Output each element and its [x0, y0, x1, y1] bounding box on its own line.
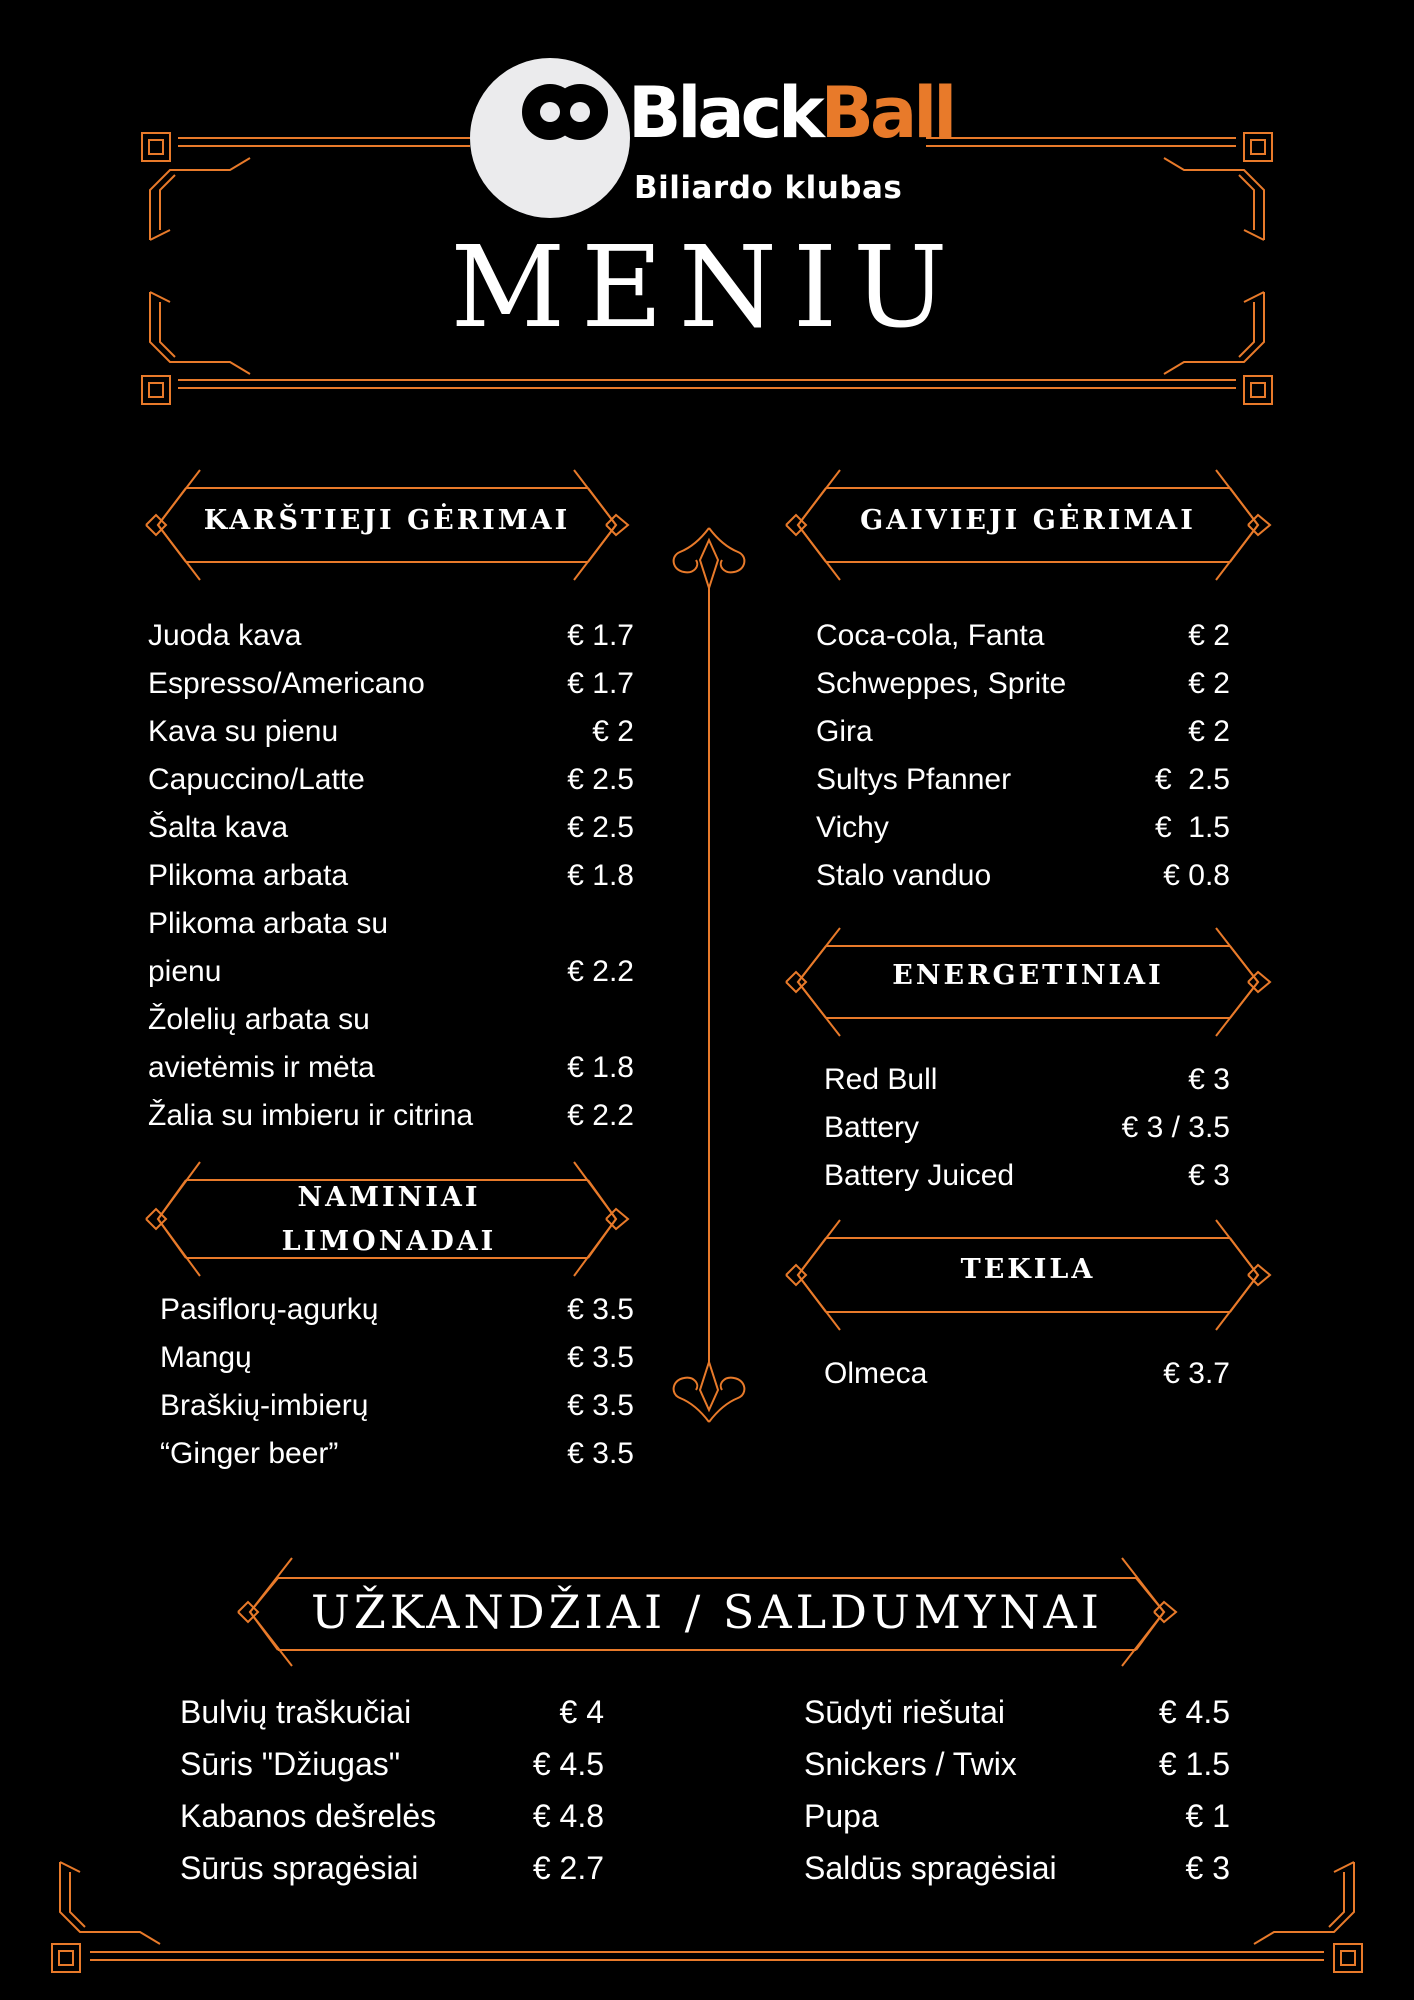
item-name: Sūrūs spragėsiai — [180, 1850, 419, 1886]
list-item — [824, 1350, 1230, 1398]
item-name: Battery Juiced — [824, 1159, 1015, 1192]
item-price: € 2.5 — [1154, 763, 1230, 796]
item-name: Gira — [816, 715, 873, 748]
item-price: € 1.7 — [567, 619, 634, 652]
item-price: € 2.5 — [567, 763, 634, 796]
list-item — [148, 804, 634, 852]
item-name: Braškių-imbierų — [160, 1389, 369, 1422]
list-item — [148, 660, 634, 708]
item-name: Battery — [824, 1111, 920, 1144]
item-name: Sūdyti riešutai — [804, 1694, 1005, 1730]
energy-list — [824, 1056, 1230, 1200]
snacks-left-list — [180, 1686, 604, 1894]
list-item — [180, 1790, 604, 1842]
list-item — [160, 1430, 634, 1478]
snacks-right-list — [804, 1686, 1230, 1894]
brand-subtitle: Biliardo klubas — [634, 170, 903, 206]
list-item — [816, 612, 1230, 660]
item-price: € 2 — [592, 715, 634, 748]
section-title-soft-drinks: GAIVIEJI GĖRIMAI — [860, 505, 1196, 536]
item-name: Kabanos dešrelės — [180, 1798, 437, 1834]
list-item — [148, 1092, 634, 1140]
hot-drinks-list — [148, 612, 634, 1140]
list-item — [160, 1382, 634, 1430]
tequila-list — [824, 1350, 1230, 1398]
item-price: € 4.5 — [532, 1746, 604, 1782]
list-item — [148, 708, 634, 756]
list-item — [148, 900, 634, 996]
list-item — [816, 756, 1230, 804]
list-item — [824, 1152, 1230, 1200]
item-price: € 3 / 3.5 — [1121, 1111, 1230, 1144]
item-name: Olmeca — [824, 1357, 928, 1390]
page-title: MENIU — [450, 223, 964, 353]
item-name: Espresso/Americano — [148, 667, 425, 700]
list-item — [804, 1738, 1230, 1790]
item-price: € 1.8 — [567, 1051, 634, 1084]
item-price: € 2.2 — [567, 1099, 634, 1132]
item-price: € 4.5 — [1158, 1694, 1230, 1730]
item-price: € 3 — [1185, 1850, 1230, 1886]
list-item — [804, 1790, 1230, 1842]
item-price: € 1.5 — [1154, 811, 1230, 844]
list-item — [180, 1686, 604, 1738]
item-price: € 1.7 — [567, 667, 634, 700]
item-price: € 3 — [1188, 1159, 1230, 1192]
item-name: Plikoma arbata — [148, 859, 349, 892]
item-price: € 4 — [559, 1694, 604, 1730]
item-name: Kava su pienu — [148, 715, 339, 748]
list-item — [824, 1104, 1230, 1152]
item-name: Pupa — [804, 1798, 879, 1834]
list-item — [816, 708, 1230, 756]
section-title-snacks: UŽKANDŽIAI / SALDUMYNAI — [311, 1585, 1103, 1639]
item-price: € 2.2 — [567, 955, 634, 988]
item-name: Bulvių traškučiai — [180, 1694, 412, 1730]
list-item — [804, 1686, 1230, 1738]
brand-name-black: Black — [628, 72, 821, 154]
list-item — [148, 612, 634, 660]
item-name: Coca-cola, Fanta — [816, 619, 1045, 652]
item-name: Žalia su imbieru ir citrina — [148, 1099, 474, 1132]
item-name: Plikoma arbata su pienu — [148, 907, 389, 988]
list-item — [160, 1334, 634, 1382]
item-price: € 1.5 — [1158, 1746, 1230, 1782]
item-name: Sūris "Džiugas" — [180, 1746, 401, 1782]
section-title-hot-drinks: KARŠTIEJI GĖRIMAI — [203, 505, 571, 536]
item-price: € 2 — [1188, 667, 1230, 700]
item-price: € 3.7 — [1163, 1357, 1230, 1390]
item-price: € 3.5 — [567, 1437, 634, 1470]
item-name: Sultys Pfanner — [816, 763, 1012, 796]
list-item — [816, 660, 1230, 708]
item-name: Capuccino/Latte — [148, 763, 365, 796]
item-name: Red Bull — [824, 1063, 938, 1096]
item-name: Žolelių arbata su avietėmis ir mėta — [148, 1003, 375, 1084]
list-item — [148, 996, 634, 1092]
item-name: Mangų — [160, 1341, 252, 1374]
list-item — [804, 1842, 1230, 1894]
list-item — [180, 1842, 604, 1894]
item-price: € 3.5 — [567, 1389, 634, 1422]
item-name: Schweppes, Sprite — [816, 667, 1067, 700]
list-item — [148, 852, 634, 900]
item-price: € 1.8 — [567, 859, 634, 892]
item-price: € 2 — [1188, 715, 1230, 748]
list-item — [816, 852, 1230, 900]
section-title-tequila: TEKILA — [960, 1254, 1096, 1285]
item-name: Pasiflorų-agurkų — [160, 1293, 379, 1326]
item-price: € 2 — [1188, 619, 1230, 652]
soft-drinks-list — [816, 612, 1230, 900]
item-price: € 3.5 — [567, 1341, 634, 1374]
item-price: € 3.5 — [567, 1293, 634, 1326]
item-name: Saldūs spragėsiai — [804, 1850, 1057, 1886]
item-price: € 2.5 — [567, 811, 634, 844]
item-name: Juoda kava — [148, 619, 302, 652]
list-item — [160, 1286, 634, 1334]
section-title-lemonades: NAMINIAI LIMONADAI — [281, 1182, 497, 1257]
item-name: Šalta kava — [148, 811, 289, 844]
item-name: Snickers / Twix — [804, 1746, 1017, 1782]
item-price: € 2.7 — [532, 1850, 604, 1886]
item-name: Vichy — [816, 811, 889, 844]
item-price: € 4.8 — [532, 1798, 604, 1834]
list-item — [816, 804, 1230, 852]
item-price: € 3 — [1188, 1063, 1230, 1096]
item-price: € 0.8 — [1163, 859, 1230, 892]
list-item — [824, 1056, 1230, 1104]
list-item — [148, 756, 634, 804]
lemonades-list — [160, 1286, 634, 1478]
section-title-energy: ENERGETINIAI — [892, 960, 1164, 991]
item-name: Stalo vanduo — [816, 859, 992, 892]
list-item — [180, 1738, 604, 1790]
item-price: € 1 — [1185, 1798, 1230, 1834]
item-name: “Ginger beer” — [160, 1437, 339, 1470]
brand-name-ball: Ball — [820, 72, 954, 154]
